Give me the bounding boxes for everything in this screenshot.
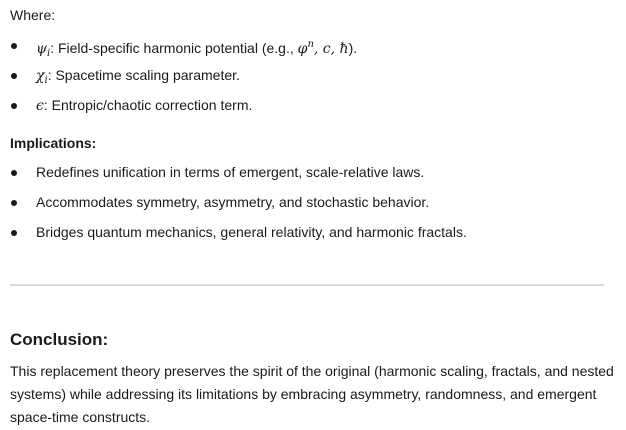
conclusion-line: space-time constructs. <box>10 409 151 425</box>
section-divider <box>10 284 604 286</box>
psi-symbol: ψ <box>36 41 47 57</box>
chi-symbol: χ <box>36 68 45 84</box>
phi-superscript: n <box>307 39 314 50</box>
implication-item: Bridges quantum mechanics, general relativity, and harmonic fractals. <box>36 224 467 240</box>
epsilon-symbol: ϵ <box>36 98 44 114</box>
bullet-icon <box>11 73 17 79</box>
conclusion-heading: Conclusion: <box>10 330 109 349</box>
bullet-icon <box>11 103 17 109</box>
implication-item: Accommodates symmetry, asymmetry, and stochastic behavior. <box>36 194 430 210</box>
bullet-icon <box>11 200 17 206</box>
psi-subscript: i <box>46 48 51 59</box>
epsilon-text: : Entropic/chaotic correction term. <box>43 97 253 113</box>
where-label: Where: <box>10 7 56 23</box>
conclusion-line: systems) while addressing its limitations by embracing asymmetry, randomness, and emergent <box>10 386 597 402</box>
bullet-icon <box>11 43 17 49</box>
implication-item: Redefines unification in terms of emergent, scale-relative laws. <box>36 164 425 180</box>
implications-heading: Implications: <box>10 135 97 151</box>
psi-text: : Field-specific harmonic potential (e.g., <box>50 40 298 56</box>
bullet-icon <box>11 230 17 236</box>
definition-item-psi <box>36 35 357 64</box>
chi-text: : Spacetime scaling parameter. <box>47 67 240 83</box>
constants-text: , c, ħ <box>313 41 349 57</box>
phi-symbol: φ <box>297 41 308 57</box>
psi-text-end: ). <box>348 40 358 56</box>
bullet-icon <box>11 170 17 176</box>
chi-subscript: i <box>44 75 48 86</box>
definition-item-chi <box>36 65 240 91</box>
definition-item-epsilon <box>36 95 252 116</box>
conclusion-line: This replacement theory preserves the spirit of the original (harmonic scaling, fractals, and nested <box>10 363 614 379</box>
